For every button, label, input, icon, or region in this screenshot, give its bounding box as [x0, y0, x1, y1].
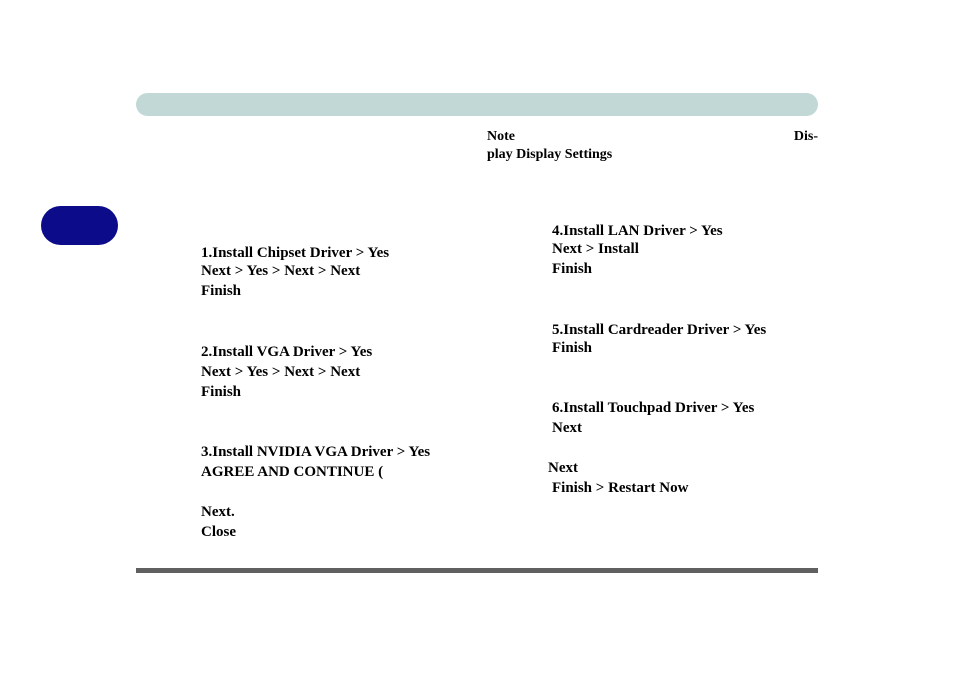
- step-6-line-3: Next: [548, 460, 578, 476]
- step-4-title: 4.Install LAN Driver > Yes: [552, 223, 723, 239]
- chapter-tab: [41, 206, 118, 245]
- step-1-line-2: Next > Yes > Next > Next: [201, 263, 361, 279]
- step-2-line-3: Finish: [201, 384, 242, 400]
- note-label: Note: [487, 129, 515, 144]
- step-4-line-2: Next > Install: [552, 241, 639, 257]
- step-3-line-4: Close: [201, 524, 236, 540]
- step-4-line-3: Finish: [552, 261, 593, 277]
- step-3-line-2: AGREE AND CONTINUE (: [201, 464, 384, 480]
- step-1-title: 1.Install Chipset Driver > Yes: [201, 245, 390, 261]
- note-line-1-end: Dis-: [793, 129, 818, 144]
- step-5-line-2: Finish: [552, 340, 593, 356]
- step-5-title: 5.Install Cardreader Driver > Yes: [552, 322, 767, 338]
- note-line-2: play Display Settings: [487, 147, 613, 162]
- step-6-title: 6.Install Touchpad Driver > Yes: [552, 400, 755, 416]
- step-3-title: 3.Install NVIDIA VGA Driver > Yes: [201, 444, 431, 460]
- header-bar: [136, 93, 818, 116]
- step-2-title: 2.Install VGA Driver > Yes: [201, 344, 373, 360]
- footer-rule: [136, 568, 818, 573]
- step-6-line-4: Finish > Restart Now: [552, 480, 689, 496]
- note-line-1: [487, 128, 818, 145]
- step-2-line-2: Next > Yes > Next > Next: [201, 364, 361, 380]
- step-6-line-2: Next: [552, 420, 582, 436]
- step-1-line-3: Finish: [201, 283, 242, 299]
- step-3-line-3: Next.: [201, 504, 235, 520]
